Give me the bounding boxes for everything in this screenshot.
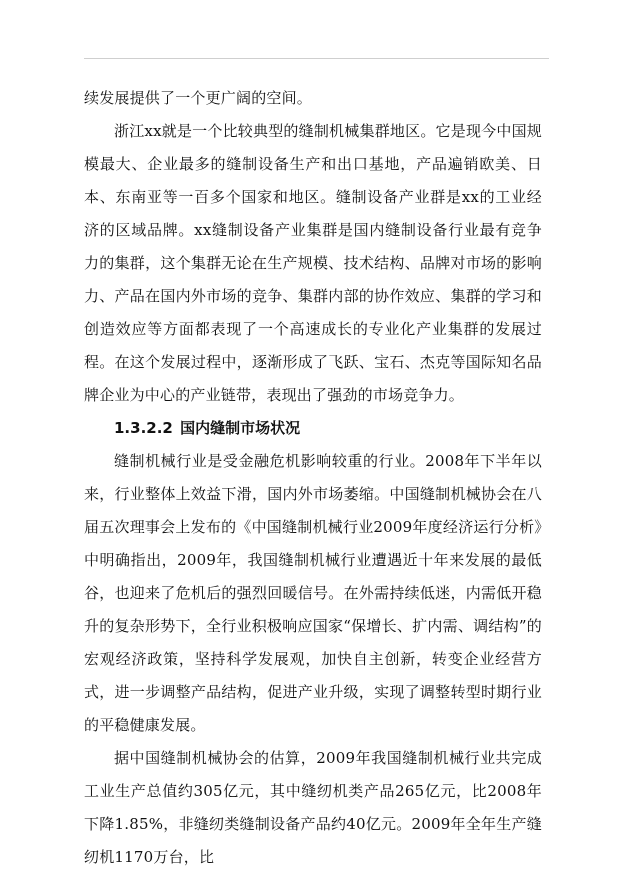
document-body	[84, 82, 542, 874]
section-title: 国内缝制市场状况	[180, 419, 301, 437]
header-rule	[84, 58, 549, 59]
paragraph-output-estimate: 据中国缝制机械协会的估算，2009年我国缝制机械行业共完成工业生产总值约305亿元，其中缝纫机类产品265亿元，比2008年下降1.85%，非缝纫类缝制设备产品约40亿元。2009年全年生产缝纫机1170万台，比	[84, 749, 542, 866]
paragraph-continuation: 续发展提供了一个更广阔的空间。	[84, 89, 313, 107]
section-number: 1.3.2.2	[114, 419, 173, 437]
section-heading	[84, 412, 542, 445]
paragraph-industry-overview: 缝制机械行业是受金融危机影响较重的行业。2008年下半年以来，行业整体上效益下滑，国内外市场萎缩。中国缝制机械协会在八届五次理事会上发布的《中国缝制机械行业2009年度经济运行分析》中明确指出，2009年，我国缝制机械行业遭遇近十年来发展的最低谷，也迎来了危机后的强烈回暖信号。在外需持续低迷，内需低开稳升的复杂形势下，全行业积极响应国家“保增长、扩内需、调结构”的宏观经济政策，坚持科学发展观，加快自主创新，转变企业经营方式，进一步调整产品结构，促进产业升级，实现了调整转型时期行业的平稳健康发展。	[84, 452, 542, 734]
paragraph-zhejiang-cluster: 浙江xx就是一个比较典型的缝制机械集群地区。它是现今中国规模最大、企业最多的缝制设备生产和出口基地，产品遍销欧美、日本、东南亚等一百多个国家和地区。缝制设备产业群是xx的工业经济的区域品牌。xx缝制设备产业集群是国内缝制设备行业最有竞争力的集群，这个集群无论在生产规模、技术结构、品牌对市场的影响力、产品在国内外市场的竞争、集群内部的协作效应、集群的学习和创造效应等方面都表现了一个高速成长的专业化产业集群的发展过程。在这个发展过程中，逐渐形成了飞跃、宝石、杰克等国际知名品牌企业为中心的产业链带，表现出了强劲的市场竞争力。	[84, 122, 542, 404]
